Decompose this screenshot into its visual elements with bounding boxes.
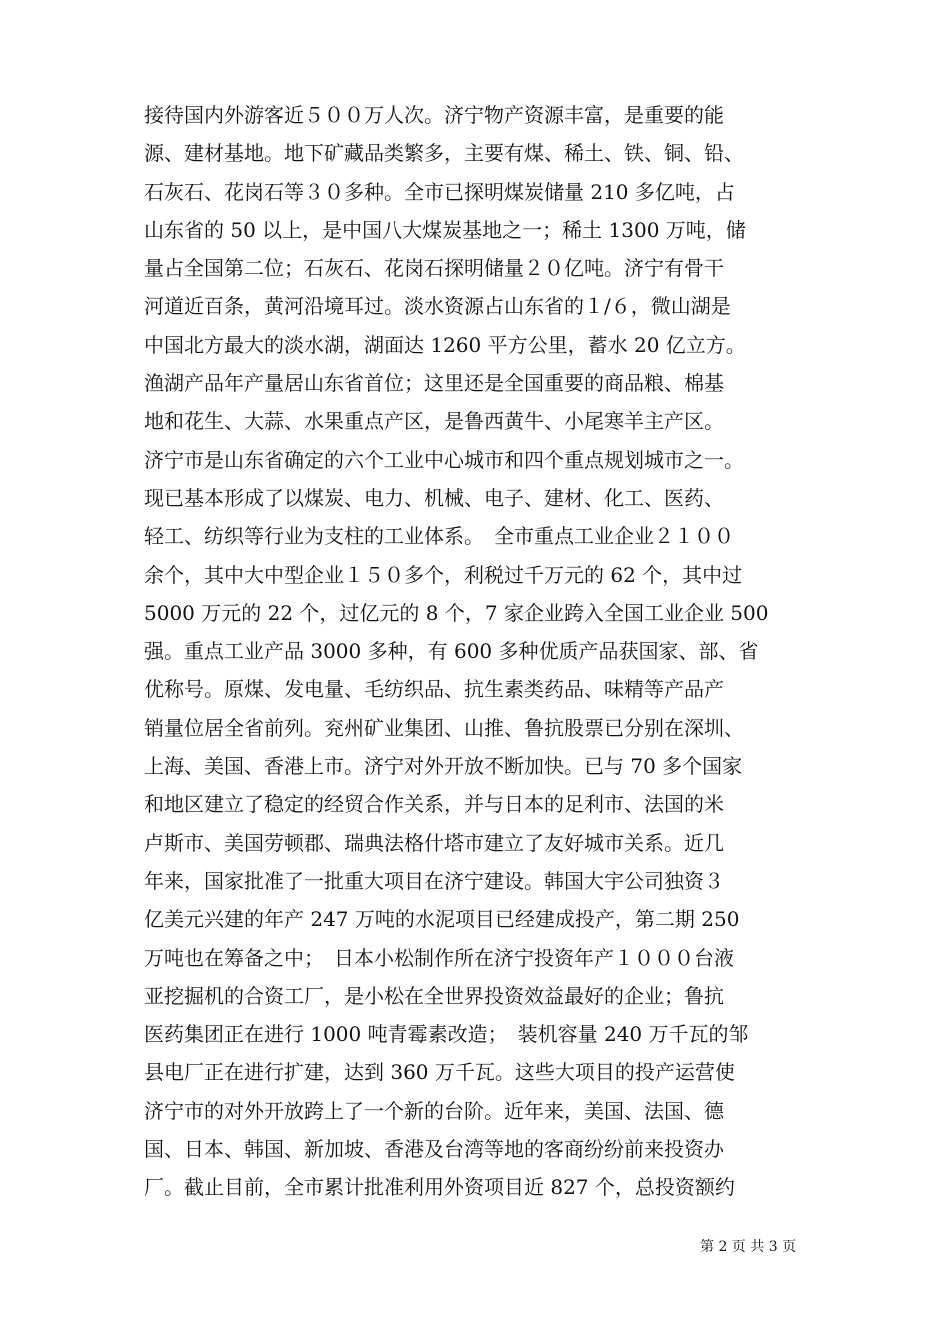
text-line: 渔湖产品年产量居山东省首位；这里还是全国重要的商品粮、棉基 [144,371,724,396]
text-line: 万吨也在筹备之中； 日本小松制作所在济宁投资年产１０００台液 [144,945,734,970]
text-line: 源、建材基地。地下矿藏品类繁多，主要有煤、稀土、铁、铜、铅、 [144,141,744,166]
text-line: 河道近百条，黄河沿境耳过。淡水资源占山东省的１/６，微山湖是 [144,294,731,319]
body-text [144,96,824,1207]
text-line: 5000 万元的 22 个，过亿元的 8 个，7 家企业跨入全国工业企业 500 [144,600,769,625]
text-line: 优称号。原煤、发电量、毛纺织品、抗生素类药品、味精等产品产 [144,677,724,702]
text-line: 量占全国第二位；石灰石、花岗石探明储量２０亿吨。济宁有骨干 [144,256,724,281]
text-line: 济宁市是山东省确定的六个工业中心城市和四个重点规划城市之一。 [144,447,744,472]
text-line: 和地区建立了稳定的经贸合作关系，并与日本的足利市、法国的米 [144,792,724,817]
text-line: 卢斯市、美国劳顿郡、瑞典法格什塔市建立了友好城市关系。近几 [144,830,724,855]
text-line: 亚挖掘机的合资工厂，是小松在全世界投资效益最好的企业；鲁抗 [144,983,724,1008]
text-line: 轻工、纺织等行业为支柱的工业体系。 全市重点工业企业２１００ [144,524,734,549]
text-line: 中国北方最大的淡水湖，湖面达 1260 平方公里，蓄水 20 亿立方。 [144,332,746,357]
text-line: 亿美元兴建的年产 247 万吨的水泥项目已经建成投产，第二期 250 [144,907,740,932]
text-line: 年来，国家批准了一批重大项目在济宁建设。韩国大宇公司独资３ [144,868,724,893]
text-line: 山东省的 50 以上，是中国八大煤炭基地之一；稀土 1300 万吨，储 [144,217,746,242]
text-line: 销量位居全省前列。兖州矿业集团、山推、鲁抗股票已分别在深圳、 [144,715,744,740]
text-line: 强。重点工业产品 3000 多种，有 600 多种优质产品获国家、部、省 [144,639,759,664]
text-line: 国、日本、韩国、新加坡、香港及台湾等地的客商纷纷前来投资办 [144,1137,724,1162]
page-number: 第 2 页 共 3 页 [700,1239,797,1255]
text-line: 地和花生、大蒜、水果重点产区，是鲁西黄牛、小尾寒羊主产区。 [144,409,724,434]
text-line: 石灰石、花岗石等３０多种。全市已探明煤炭储量 210 多亿吨，占 [144,179,735,204]
text-line: 现已基本形成了以煤炭、电力、机械、电子、建材、化工、医药、 [144,485,724,510]
text-line: 余个，其中大中型企业１５０多个，利税过千万元的 62 个，其中过 [144,562,743,587]
text-line: 上海、美国、香港上市。济宁对外开放不断加快。已与 70 多个国家 [144,754,743,779]
text-line: 县电厂正在进行扩建，达到 360 万千瓦。这些大项目的投产运营使 [144,1060,735,1085]
text-line: 厂。截止目前，全市累计批准利用外资项目近 827 个，总投资额约 [144,1175,735,1200]
text-line: 接待国内外游客近５００万人次。济宁物产资源丰富，是重要的能 [144,103,724,127]
text-line: 济宁市的对外开放跨上了一个新的台阶。近年来，美国、法国、德 [144,1098,724,1123]
text-line: 医药集团正在进行 1000 吨青霉素改造； 装机容量 240 万千瓦的邹 [144,1022,749,1047]
